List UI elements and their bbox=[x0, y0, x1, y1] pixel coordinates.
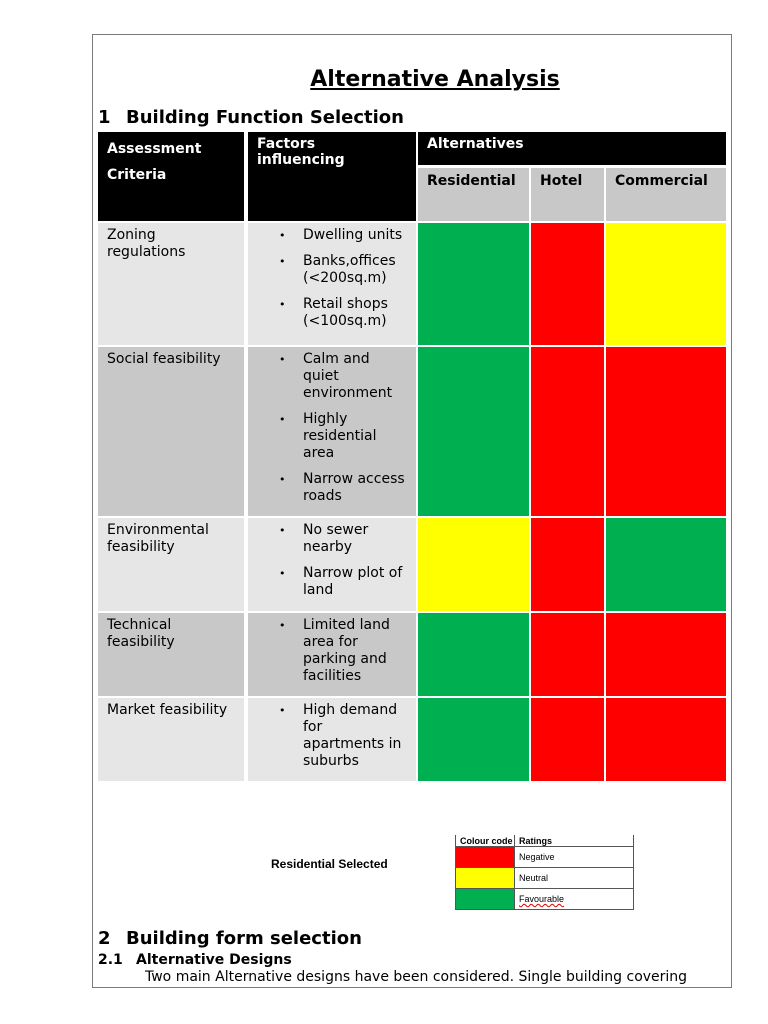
factors-list bbox=[248, 702, 416, 770]
body-paragraph: Two main Alternative designs have been considered. Single building covering bbox=[145, 969, 688, 985]
factor-text: • Highly bbox=[303, 411, 348, 427]
factor-text: • Calm and bbox=[303, 351, 370, 367]
document-page bbox=[92, 34, 732, 988]
criteria-text: Market feasibility bbox=[107, 702, 228, 718]
factor-text: apartments in bbox=[303, 736, 402, 752]
factors-cell bbox=[248, 223, 416, 345]
criteria-text: Technical bbox=[107, 617, 172, 633]
rating-cell-hotel bbox=[531, 518, 604, 611]
colour-legend bbox=[455, 835, 634, 910]
legend-header-colour: Colour code bbox=[456, 835, 515, 847]
factor-text: residential bbox=[303, 428, 377, 444]
factor-text: quiet bbox=[303, 368, 339, 384]
factor-item bbox=[248, 296, 416, 330]
criteria-cell bbox=[98, 698, 244, 781]
factor-text: nearby bbox=[303, 539, 352, 555]
legend-swatch-favourable bbox=[456, 889, 515, 910]
factors-list bbox=[248, 227, 416, 330]
criteria-cell bbox=[98, 223, 244, 345]
factor-text: for bbox=[303, 719, 323, 735]
rating-cell-commercial bbox=[606, 613, 726, 696]
rating-cell-commercial bbox=[606, 518, 726, 611]
legend-swatch-negative bbox=[456, 847, 515, 868]
factor-text: • Dwelling units bbox=[303, 227, 403, 243]
header-option-residential: Residential bbox=[418, 168, 529, 221]
rating-cell-hotel bbox=[531, 223, 604, 345]
header-assessment-criteria bbox=[98, 132, 244, 221]
factor-text: • Narrow access bbox=[303, 471, 405, 487]
legend-swatch-neutral bbox=[456, 868, 515, 889]
legend-label-favourable: Favourable bbox=[519, 894, 565, 904]
criteria-cell bbox=[98, 518, 244, 611]
factor-text: • Banks,offices bbox=[303, 253, 396, 269]
factor-text: land bbox=[303, 582, 334, 598]
section-2-title: Building form selection bbox=[126, 928, 362, 949]
factor-text: • Retail shops bbox=[303, 296, 388, 312]
criteria-text: feasibility bbox=[107, 539, 175, 555]
factor-item bbox=[248, 227, 416, 244]
section-2-1-title: Alternative Designs bbox=[136, 952, 292, 968]
legend-header-ratings: Ratings bbox=[515, 835, 634, 847]
criteria-text: Environmental bbox=[107, 522, 209, 538]
factor-text: parking and bbox=[303, 651, 387, 667]
legend-label-favourable-cell bbox=[515, 889, 634, 910]
rating-cell-residential bbox=[418, 223, 529, 345]
section-2-heading bbox=[98, 928, 362, 949]
header-criteria-line: Assessment bbox=[107, 141, 202, 157]
factors-list bbox=[248, 522, 416, 599]
factor-text: roads bbox=[303, 488, 342, 504]
section-2-1-heading bbox=[98, 952, 292, 968]
section-2-number: 2 bbox=[98, 928, 111, 949]
factor-item bbox=[248, 471, 416, 505]
rating-cell-hotel bbox=[531, 613, 604, 696]
factor-item bbox=[248, 702, 416, 770]
rating-cell-commercial bbox=[606, 223, 726, 345]
factors-cell bbox=[248, 698, 416, 781]
criteria-text: Social feasibility bbox=[107, 351, 221, 367]
result-text: Residential Selected bbox=[271, 857, 388, 871]
header-criteria-line: Criteria bbox=[107, 167, 167, 183]
factor-text: • Narrow plot of bbox=[303, 565, 403, 581]
factor-text: environment bbox=[303, 385, 393, 401]
section-1-title: Building Function Selection bbox=[126, 107, 404, 128]
factors-cell bbox=[248, 347, 416, 516]
rating-cell-commercial bbox=[606, 347, 726, 516]
section-1-heading bbox=[98, 107, 404, 128]
document-title: Alternative Analysis bbox=[310, 67, 560, 92]
factor-text: area for bbox=[303, 634, 358, 650]
factor-text: facilities bbox=[303, 668, 362, 684]
legend-label-neutral: Neutral bbox=[515, 868, 634, 889]
factor-item bbox=[248, 617, 416, 685]
criteria-text: feasibility bbox=[107, 634, 175, 650]
legend-label-negative: Negative bbox=[515, 847, 634, 868]
header-alternatives: Alternatives bbox=[418, 132, 726, 165]
rating-cell-residential bbox=[418, 698, 529, 781]
factor-text: (<200sq.m) bbox=[303, 270, 387, 286]
header-factors-line: influencing bbox=[257, 152, 345, 168]
factor-item bbox=[248, 522, 416, 556]
factor-text: suburbs bbox=[303, 753, 359, 769]
factor-text: (<100sq.m) bbox=[303, 313, 387, 329]
rating-cell-hotel bbox=[531, 347, 604, 516]
rating-cell-residential bbox=[418, 347, 529, 516]
criteria-text: Zoning bbox=[107, 227, 156, 243]
rating-cell-commercial bbox=[606, 698, 726, 781]
factor-item bbox=[248, 411, 416, 462]
section-2-1-number: 2.1 bbox=[98, 952, 123, 968]
criteria-cell bbox=[98, 347, 244, 516]
factor-text: • Limited land bbox=[303, 617, 390, 633]
factors-cell bbox=[248, 518, 416, 611]
header-factors bbox=[248, 132, 416, 221]
factor-text: area bbox=[303, 445, 335, 461]
factor-text: • No sewer bbox=[303, 522, 369, 538]
header-option-hotel: Hotel bbox=[531, 168, 604, 221]
factor-item bbox=[248, 253, 416, 287]
criteria-cell bbox=[98, 613, 244, 696]
rating-cell-hotel bbox=[531, 698, 604, 781]
section-1-number: 1 bbox=[98, 107, 111, 128]
rating-cell-residential bbox=[418, 613, 529, 696]
factor-text: • High demand bbox=[303, 702, 398, 718]
factor-item bbox=[248, 565, 416, 599]
rating-cell-residential bbox=[418, 518, 529, 611]
factors-cell bbox=[248, 613, 416, 696]
header-factors-line: Factors bbox=[257, 136, 316, 152]
factor-item bbox=[248, 351, 416, 402]
criteria-text: regulations bbox=[107, 244, 186, 260]
header-option-commercial: Commercial bbox=[606, 168, 726, 221]
factors-list bbox=[248, 351, 416, 505]
factors-list bbox=[248, 617, 416, 685]
